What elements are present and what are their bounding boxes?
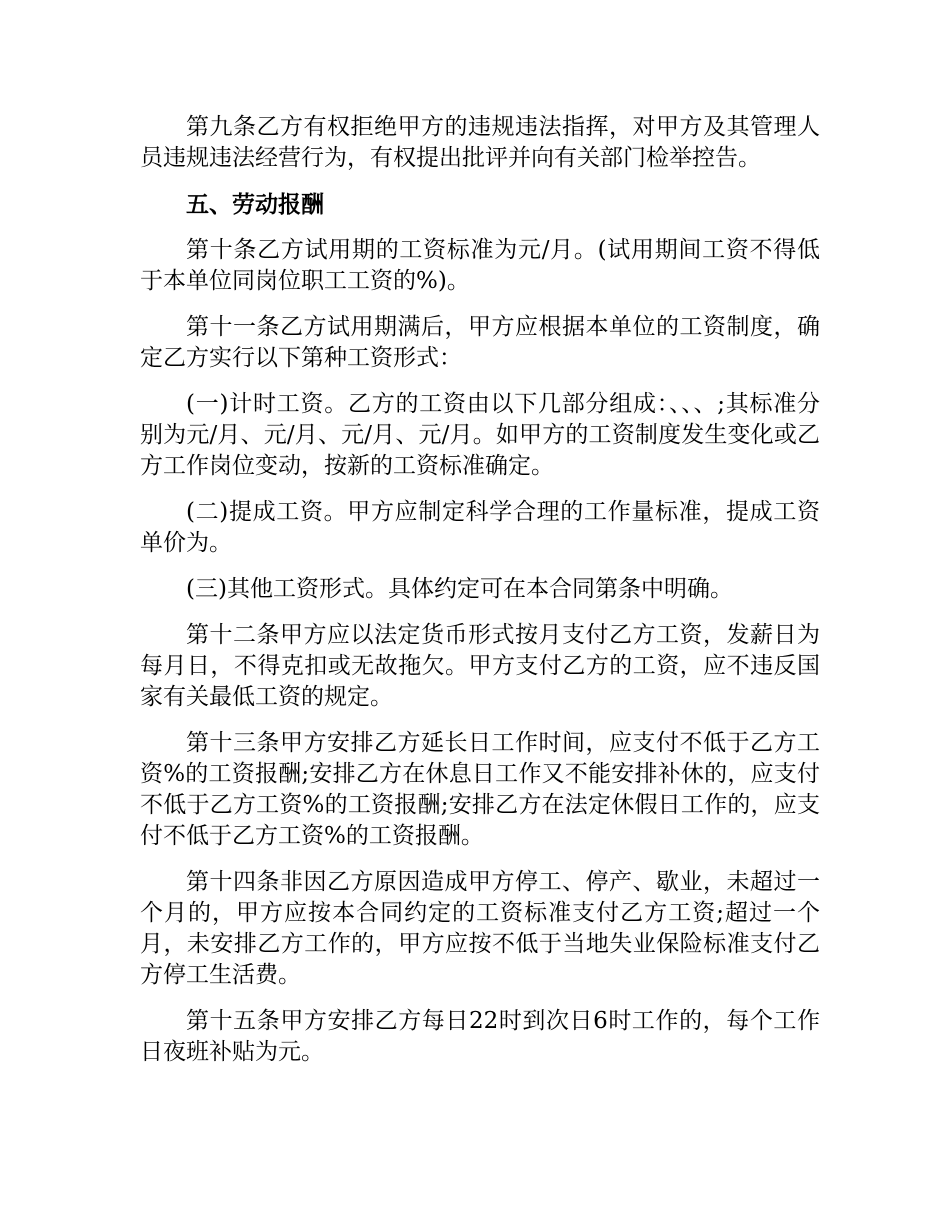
clause-commission-wage-paragraph: (二)提成工资。甲方应制定科学合理的工作量标准，提成工资单价为。 — [140, 499, 820, 556]
article-13-paragraph: 第十三条甲方安排乙方延长日工作时间，应支付不低于乙方工资%的工资报酬;安排乙方在休息日工作又不能安排补休的，应支付不低于乙方工资%的工资报酬;安排乙方在法定休假日工作的，应支付不低于乙方工资%的工资报酬。 — [140, 730, 820, 849]
article-14-paragraph: 第十四条非因乙方原因造成甲方停工、停产、歇业，未超过一个月的，甲方应按本合同约定的工资标准支付乙方工资;超过一个月，未安排乙方工作的，甲方应按不低于当地失业保险标准支付乙方停工生活费。 — [140, 869, 820, 988]
section-heading-labor-remuneration: 五、劳动报酬 — [186, 191, 324, 218]
clause-other-wage-paragraph: (三)其他工资形式。具体约定可在本合同第条中明确。 — [186, 576, 733, 602]
article-15-paragraph: 第十五条甲方安排乙方每日22时到次日6时工作的，每个工作日夜班补贴为元。 — [140, 1008, 820, 1065]
document-page — [140, 112, 820, 1083]
clause-hourly-wage-paragraph: (一)计时工资。乙方的工资由以下几部分组成：、、、;其标准分别为元/月、元/月、元/月、元/月。如甲方的工资制度发生变化或乙方工作岗位变动，按新的工资标准确定。 — [140, 391, 820, 479]
article-10-paragraph: 第十条乙方试用期的工资标准为元/月。(试用期间工资不得低于本单位同岗位职工工资的%)。 — [140, 237, 820, 294]
article-12-paragraph: 第十二条甲方应以法定货币形式按月支付乙方工资，发薪日为每月日，不得克扣或无故拖欠。甲方支付乙方的工资，应不违反国家有关最低工资的规定。 — [140, 622, 820, 710]
article-9-paragraph: 第九条乙方有权拒绝甲方的违规违法指挥，对甲方及其管理人员违规违法经营行为，有权提出批评并向有关部门检举控告。 — [140, 114, 820, 171]
article-11-paragraph: 第十一条乙方试用期满后，甲方应根据本单位的工资制度，确定乙方实行以下第种工资形式： — [140, 314, 820, 371]
